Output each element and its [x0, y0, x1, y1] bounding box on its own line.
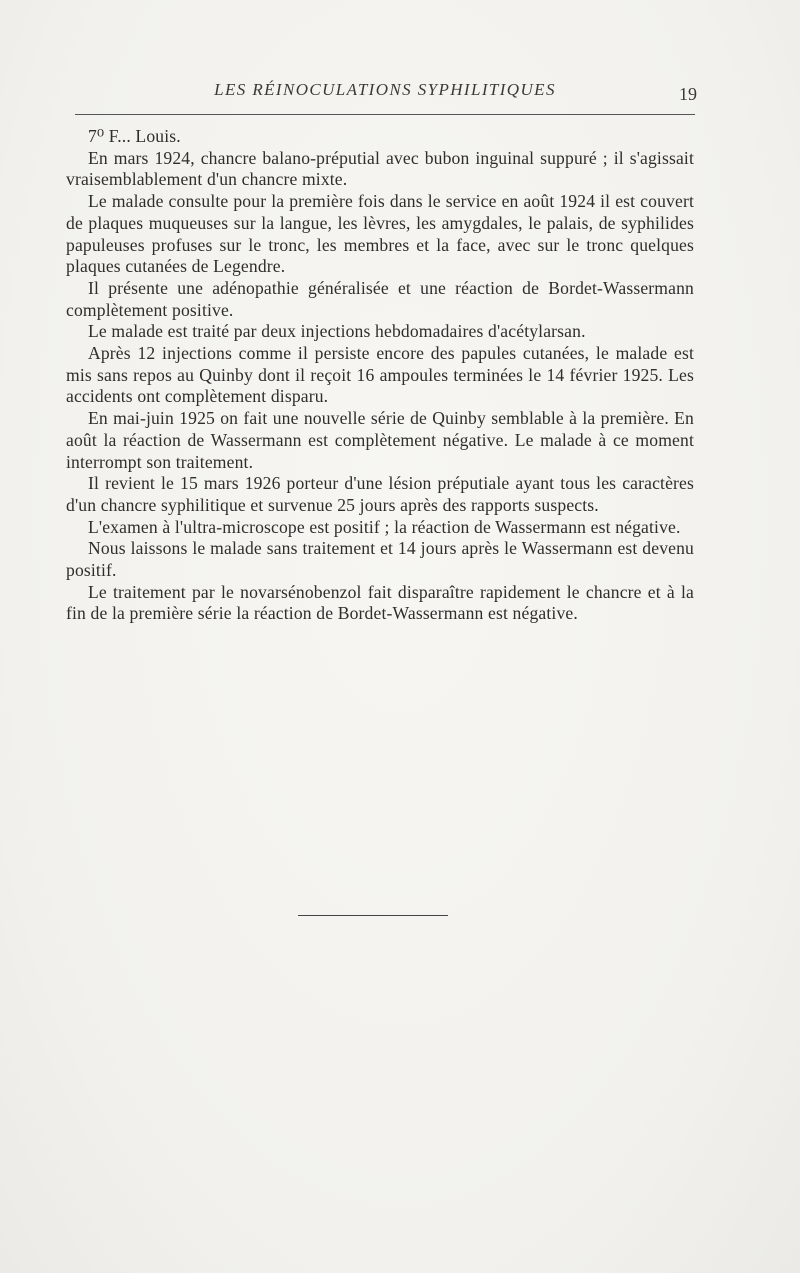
- header-rule: [75, 114, 695, 115]
- case-heading: 7⁰ F... Louis.: [88, 126, 181, 146]
- paragraph: Après 12 injections comme il persiste encore des papules cutanées, le malade est mis sans repos au Quinby dont il reçoit 16 ampoules terminées le 14 février 1925. Les accidents ont complètement disparu.: [66, 343, 694, 407]
- page-header: [75, 78, 695, 112]
- running-title: LES RÉINOCULATIONS SYPHILITIQUES: [214, 80, 556, 99]
- paragraph: En mai-juin 1925 on fait une nouvelle série de Quinby semblable à la première. En août la réaction de Wassermann est complètement négative. Le malade à ce moment interrompt son traitement.: [66, 408, 694, 472]
- paragraph: En mars 1924, chancre balano-préputial avec bubon inguinal suppuré ; il s'agissait vraisemblablement d'un chancre mixte.: [66, 147, 694, 190]
- paragraph: Il présente une adénopathie généralisée et une réaction de Bordet-Wassermann complètement positive.: [66, 277, 694, 320]
- body-text: [66, 126, 694, 625]
- paragraph: Nous laissons le malade sans traitement et 14 jours après le Wassermann est devenu positif.: [66, 538, 694, 581]
- page-number: 19: [679, 84, 697, 104]
- paragraph: L'examen à l'ultra-microscope est positif ; la réaction de Wassermann est négative.: [88, 516, 681, 537]
- paragraph: Il revient le 15 mars 1926 porteur d'une lésion préputiale ayant tous les caractères d'un chancre syphilitique et survenue 25 jours après des rapports suspects.: [66, 473, 694, 515]
- paragraph: Le malade est traité par deux injections hebdomadaires d'acétylarsan.: [88, 321, 586, 342]
- paragraph: Le traitement par le novarsénobenzol fait disparaître rapidement le chancre et à la fin de la première série la réaction de Bordet-Wassermann est négative.: [66, 581, 694, 624]
- end-rule: [298, 915, 448, 916]
- paragraph: Le malade consulte pour la première fois dans le service en août 1924 il est couvert de plaques muqueuses sur la langue, les lèvres, les amygdales, le palais, de syphilides papuleuses profuses sur le tronc, les membres et la face, avec sur le tronc quelques plaques cutanées de Legendre.: [66, 191, 694, 277]
